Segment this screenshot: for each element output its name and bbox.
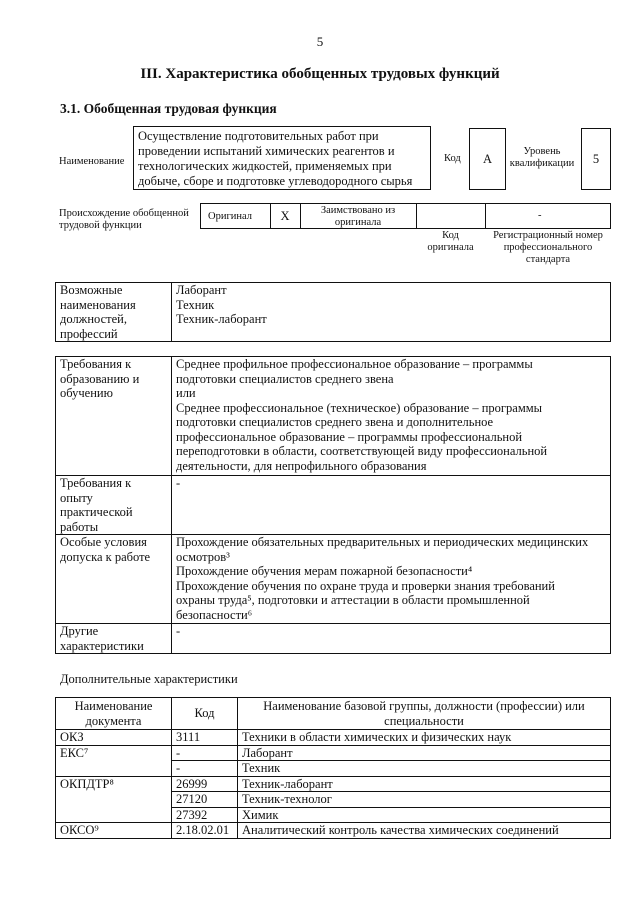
- label-line: Возможные: [60, 283, 123, 297]
- additional-title: Дополнительные характеристики: [60, 672, 238, 686]
- code-label: Код: [444, 153, 461, 164]
- label-line: опыту: [60, 490, 93, 505]
- label-line: профессий: [60, 326, 118, 341]
- original-label: Оригинал: [208, 211, 252, 222]
- table-row: [56, 624, 611, 654]
- header-line: Наименование: [74, 699, 153, 713]
- value-line: деятельности, для непрофильного образования: [176, 458, 427, 473]
- value-line: Среднее профессиональное (техническое) образование – программы: [176, 400, 543, 415]
- caption-line: Код: [442, 230, 459, 241]
- table-row: [56, 476, 611, 535]
- value-line: охраны труда⁵, подготовки и аттестации в области промышленной: [176, 593, 530, 607]
- value-line: профессиональное образование – программы профессиональной: [176, 429, 523, 444]
- positions-label: [56, 283, 172, 342]
- label-line: Требования к: [60, 476, 132, 490]
- additional-table: [55, 697, 611, 839]
- requirement-label: [56, 357, 172, 476]
- row-name: Техники в области химических и физических наук: [238, 730, 611, 746]
- label-line: обучению: [60, 386, 113, 400]
- row-name: Техник-технолог: [238, 792, 611, 808]
- original-mark: Х: [280, 209, 290, 223]
- origin-label-line: трудовой функции: [59, 220, 142, 231]
- label-line: образованию и: [60, 371, 140, 386]
- requirement-value: [172, 535, 611, 624]
- row-doc: ОКСО⁹: [56, 823, 172, 839]
- code-original-caption: [416, 230, 485, 254]
- header-line: документа: [85, 713, 142, 728]
- position-item: Техник: [176, 297, 215, 312]
- row-code: -: [172, 761, 238, 777]
- row-doc: ОКПДТР⁸: [56, 776, 172, 823]
- borrowed-label-line: Заимствовано из: [320, 205, 396, 216]
- value-line: Прохождение обязательных предварительных и периодических медицинских: [176, 535, 589, 549]
- row-name: Аналитический контроль качества химических соединений: [238, 823, 611, 839]
- label-line: характеристики: [60, 638, 144, 653]
- reg-number-caption: [485, 230, 611, 266]
- row-name: Лаборант: [238, 745, 611, 761]
- label-line: Требования к: [60, 357, 132, 371]
- requirement-label: [56, 535, 172, 624]
- table-row: [56, 776, 611, 792]
- origin-label: [59, 208, 189, 232]
- header-code: Код: [172, 698, 238, 730]
- row-doc: ЕКС⁷: [56, 745, 172, 776]
- value-line: подготовки специалистов среднего звена: [176, 371, 394, 386]
- label-line: практической: [60, 505, 133, 519]
- requirement-label: [56, 624, 172, 654]
- row-name: Техник-лаборант: [238, 776, 611, 792]
- row-code: 27120: [172, 792, 238, 808]
- level-value: 5: [592, 151, 600, 166]
- name-value-line: добыче, сборе и подготовке углеводородного сырья: [138, 174, 413, 188]
- table-header-row: [56, 698, 611, 730]
- label-line: Особые условия: [60, 535, 147, 549]
- value-line: переподготовки в области, соответствующей виду профессиональной: [176, 444, 548, 458]
- row-code: -: [172, 745, 238, 761]
- row-name: Химик: [238, 807, 611, 823]
- label-line: наименования: [60, 297, 136, 312]
- requirement-value: [172, 476, 611, 535]
- label-line: допуска к работе: [60, 549, 151, 564]
- caption-line: оригинала: [427, 242, 474, 253]
- requirement-label: [56, 476, 172, 535]
- name-value-box: [133, 126, 431, 190]
- level-value-box: [581, 128, 611, 190]
- level-label-line: Уровень: [523, 146, 561, 157]
- value-line: Прохождение обучения по охране труда и проверки знания требований: [176, 578, 555, 593]
- value-line: или: [176, 386, 196, 400]
- level-label: [506, 146, 578, 170]
- value-line: Прохождение обучения мерам пожарной безопасности⁴: [176, 564, 473, 578]
- name-value-line: проведении испытаний химических реагентов и: [138, 144, 395, 158]
- label-line: работы: [60, 519, 99, 534]
- value-line: -: [176, 624, 181, 638]
- borrowed-label-line: оригинала: [334, 217, 382, 228]
- header-line: Наименование базовой группы, должности (профессии) или: [263, 699, 585, 713]
- caption-line: профессионального: [503, 242, 593, 253]
- table-row: [56, 730, 611, 746]
- row-code: 27392: [172, 807, 238, 823]
- value-line: осмотров³: [176, 549, 230, 564]
- table-row: [56, 357, 611, 476]
- reg-dash: -: [538, 210, 542, 221]
- requirement-value: [172, 357, 611, 476]
- position-item: Лаборант: [176, 283, 227, 297]
- table-row: [56, 823, 611, 839]
- table-row: [56, 745, 611, 761]
- code-value-box: [469, 128, 506, 190]
- name-value-line: технологических жидкостей, применяемых при: [138, 159, 392, 173]
- value-line: -: [176, 476, 181, 490]
- subsection-title: 3.1. Обобщенная трудовая функция: [60, 101, 277, 116]
- row-code: 2.18.02.01: [172, 823, 238, 839]
- header-name: [238, 698, 611, 730]
- name-label: Наименование: [59, 156, 125, 167]
- label-line: должностей,: [60, 312, 127, 326]
- header-doc: [56, 698, 172, 730]
- requirements-table: [55, 356, 611, 654]
- requirement-value: [172, 624, 611, 654]
- value-line: безопасности⁶: [176, 607, 253, 622]
- row-code: 3111: [172, 730, 238, 746]
- label-line: Другие: [60, 624, 99, 638]
- header-line: специальности: [384, 713, 464, 728]
- position-item: Техник-лаборант: [176, 312, 267, 326]
- page-number: 5: [316, 34, 324, 49]
- positions-table: [55, 282, 611, 342]
- code-value: А: [482, 151, 493, 166]
- row-name: Техник: [238, 761, 611, 777]
- table-row: [56, 283, 611, 342]
- borrowed-label: [300, 205, 416, 229]
- row-code: 26999: [172, 776, 238, 792]
- value-line: Среднее профильное профессиональное образование – программы: [176, 357, 533, 371]
- level-label-line: квалификации: [509, 158, 575, 169]
- caption-line: Регистрационный номер: [493, 230, 603, 241]
- section-title: III. Характеристика обобщенных трудовых функций: [140, 66, 500, 82]
- name-value-line: Осуществление подготовительных работ при: [138, 129, 379, 143]
- origin-label-line: Происхождение обобщенной: [59, 208, 189, 219]
- row-doc: ОКЗ: [56, 730, 172, 746]
- value-line: подготовки специалистов среднего звена и дополнительное: [176, 415, 494, 429]
- positions-values: [172, 283, 611, 342]
- caption-line: стандарта: [525, 254, 571, 265]
- table-row: [56, 535, 611, 624]
